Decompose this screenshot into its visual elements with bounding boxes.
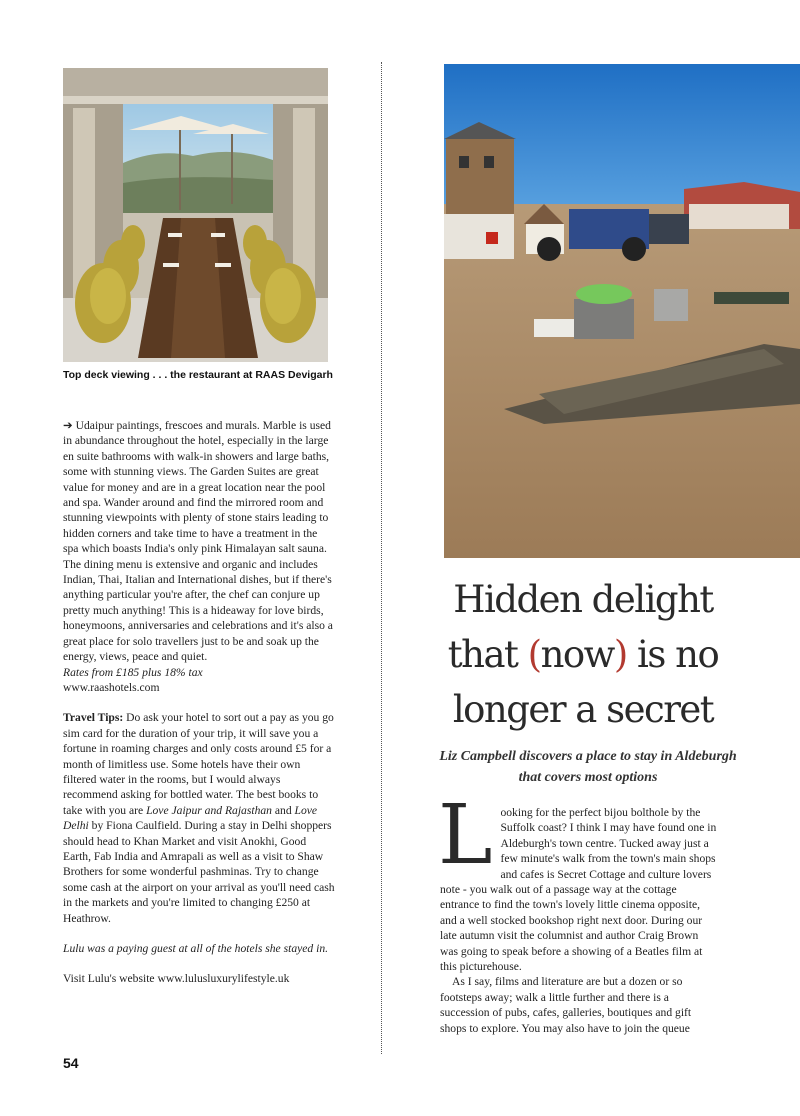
headline-that: that [447, 633, 528, 676]
rates-text: Rates from £185 plus 18% tax [63, 665, 203, 679]
standfirst: Liz Campbell discovers a place to stay in Aldeburgh that covers most options [439, 749, 737, 785]
tips-text-1: Do ask your hotel to sort out a pay as you go sim card for the duration of your trip, it will save you a fortune in roaming charges and only costs around £5 for a month of limitless use. Some hotels have their own filtered water in the rooms, but I would always recommend asking for bottled water. The best books to take with you are [63, 711, 334, 817]
article-headline [438, 572, 728, 737]
disclaimer: Lulu was a paying guest at all of the hotels she stayed in. [63, 942, 329, 955]
headline-is-no: is no [626, 633, 719, 676]
beach-photo [444, 64, 800, 558]
column-divider [381, 62, 382, 1054]
article-body-1: ooking for the perfect bijou bolthole by the Suffolk coast? I think I may have found one in Aldeburgh's town centre. Tucked away just a few minute's walk from the town's main shops and cafes is Secret Cottage and culture lovers note - you walk out of a passage way at the cottage entrance to find the town's lovely little cinema opposite, and a well stocked bookshop right next door. During our late autumn visit the columnist and author Craig Brown was going to speak before a showing of a Beatles film at this picturehouse. [440, 806, 717, 974]
hotel-website: www.raashotels.com [63, 680, 160, 694]
headline-line-1: Hidden delight [453, 578, 713, 621]
paren-open: ( [527, 633, 541, 676]
right-column [438, 788, 718, 1036]
restaurant-photo [63, 68, 328, 362]
book-title-2: Love Delhi [63, 803, 318, 833]
arrow-icon: ➔ [63, 419, 73, 432]
left-column [63, 418, 335, 987]
travel-tips-label: Travel Tips: [63, 711, 124, 725]
intro-text: Udaipur paintings, frescoes and murals. Marble is used in abundance throughout the hotel, especially in the large en suite bathrooms with walk-in showers and large baths, some with stunning views. The Garden Suites are great value for money and are in a great location near the pool and spa. Wander around and find the mirrored room and stunning viewpoints with plenty of stone stairs leading to hidden corners and take time to have a treatment in the spa which boasts India's only pink Himalayan salt sauna. The dining menu is extensive and organic and includes Indian, Thai, Italian and International dishes, but if there's anything particular you're after, the chef can conjure up pretty much anything! This is a hideaway for love birds, honeymoons, anniversaries and celebrations and it's also a great place for solo travellers just to be and soak up the energy, views, peace and quiet. [63, 419, 333, 664]
photo-caption: Top deck viewing . . . the restaurant at RAAS Devigarh [63, 369, 333, 381]
page-number: 54 [63, 1055, 79, 1071]
book-title-1: Love Jaipur and Rajasthan [146, 803, 272, 817]
article-paragraph-1 [438, 788, 718, 974]
travel-tips-paragraph [63, 710, 335, 926]
paren-close: ) [613, 633, 627, 676]
drop-cap: L [438, 788, 493, 883]
intro-paragraph [63, 418, 335, 665]
headline-now: now [540, 633, 614, 676]
headline-line-2 [438, 627, 728, 682]
headline-line-3: longer a secret [452, 688, 714, 731]
tips-text-2: by Fiona Caulfield. During a stay in Delhi shoppers should head to Khan Market and visit Anokhi, Good Earth, Fab India and Amrapali as well as a visit to Shaw Brothers for some wonderful pashminas. Try to change some cash at the airport on your arrival as you'll need cash in the markets and you're limited to changing £250 at Heathrow. [63, 819, 335, 925]
article-paragraph-2: As I say, films and literature are but a dozen or so footsteps away; walk a little further and there is a succession of pubs, cafes, galleries, boutiques and gift shops to explore. You may also have to join the queue [440, 975, 692, 1035]
tips-and: and [271, 803, 295, 817]
author-website: Visit Lulu's website www.lulusluxurylifestyle.uk [63, 972, 290, 986]
